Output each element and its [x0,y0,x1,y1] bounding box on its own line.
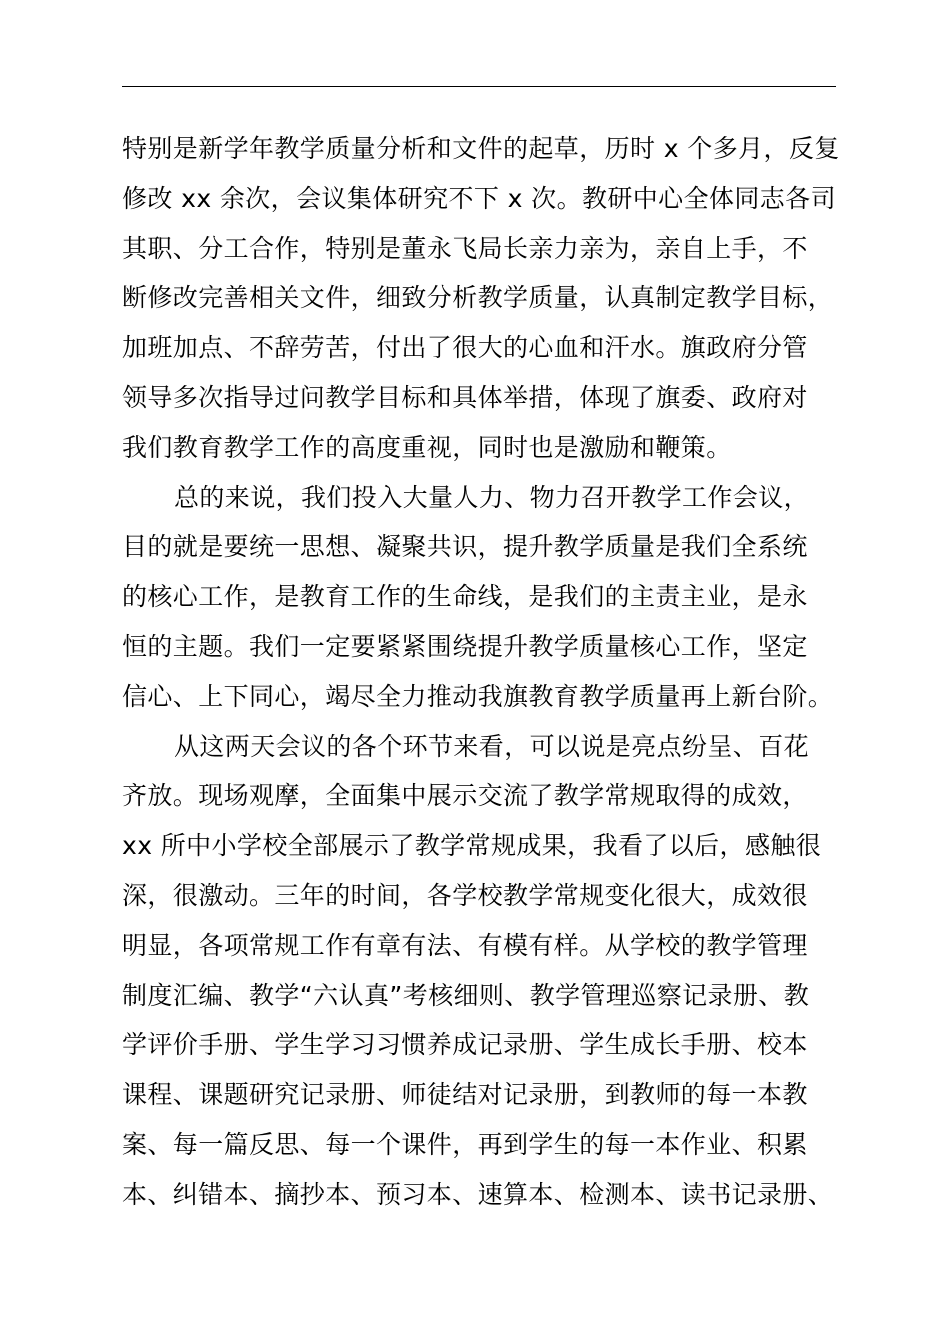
text-line: 的核心工作，是教育工作的生命线，是我们的主责主业，是永 [122,582,808,612]
text-line: 恒的主题。我们一定要紧紧围绕提升教学质量核心工作，坚定 [122,631,808,661]
text-line: 制度汇编、教学“六认真”考核细则、教学管理巡察记录册、教 [122,980,810,1010]
text-line: 断修改完善相关文件，细致分析教学质量，认真制定教学目标， [122,283,834,313]
text-line: 其职、分工合作，特别是董永飞局长亲力亲为，亲自上手，不 [122,233,808,263]
text-line: 信心、上下同心，竭尽全力推动我旗教育教学质量再上新台阶。 [122,681,834,711]
text-line: 学评价手册、学生学习习惯养成记录册、学生成长手册、校本 [122,1030,808,1060]
header-rule [122,86,836,87]
document-body [122,124,862,1220]
text-line: 深，很激动。三年的时间，各学校教学常规变化很大，成效很 [122,880,808,910]
text-line: 领导多次指导过问教学目标和具体举措，体现了旗委、政府对 [122,382,808,412]
text-line: 齐放。现场观摩，全面集中展示交流了教学常规取得的成效， [122,781,808,811]
text-line: 明显，各项常规工作有章有法、有模有样。从学校的教学管理 [122,930,808,960]
text-line: xx 所中小学校全部展示了教学常规成果，我看了以后，感触很 [122,831,822,861]
text-line: 本、纠错本、摘抄本、预习本、速算本、检测本、读书记录册、 [122,1179,834,1209]
text-line: 目的就是要统一思想、凝聚共识，提升教学质量是我们全系统 [122,532,808,562]
text-line: 案、每一篇反思、每一个课件，再到学生的每一本作业、积累 [122,1129,808,1159]
paragraph-first-line: 从这两天会议的各个环节来看，可以说是亮点纷呈、百花 [174,731,810,761]
text-line: 特别是新学年教学质量分析和文件的起草，历时 x 个多月，反复 [122,134,840,163]
text-line: 课程、课题研究记录册、师徒结对记录册，到教师的每一本教 [122,1080,808,1110]
text-line: 我们教育教学工作的高度重视，同时也是激励和鞭策。 [122,432,732,462]
paragraph-first-line: 总的来说，我们投入大量人力、物力召开教学工作会议， [174,482,810,512]
text-line: 加班加点、不辞劳苦，付出了很大的心血和汗水。旗政府分管 [122,333,808,363]
text-line: 修改 xx 余次，会议集体研究不下 x 次。教研中心全体同志各司 [122,183,836,213]
